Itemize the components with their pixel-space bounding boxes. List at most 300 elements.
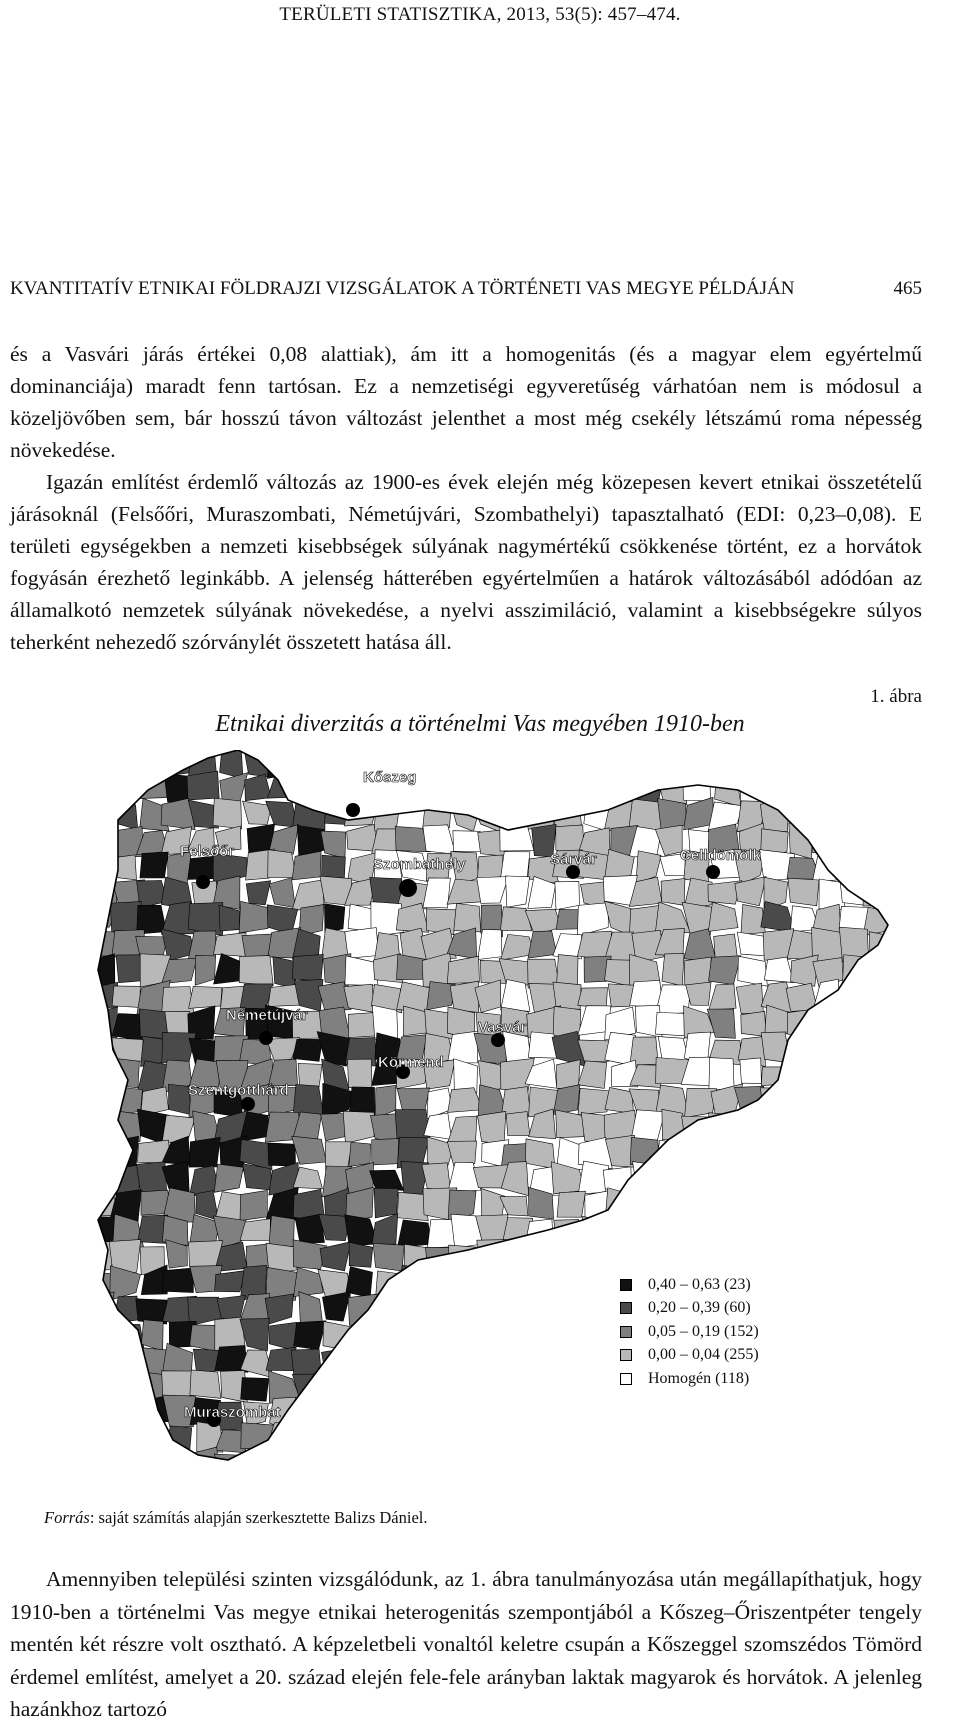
running-head-title: KVANTITATÍV ETNIKAI FÖLDRAJZI VIZSGÁLATOK A TÖRTÉNETI VAS MEGYE PÉLDÁJÁN: [10, 278, 795, 299]
town-label: Németújvár: [226, 1007, 308, 1024]
municipality-cell: [709, 1190, 738, 1219]
municipality-cell: [422, 1448, 451, 1478]
municipality-cell: [604, 1110, 636, 1139]
municipality-cell: [502, 1373, 531, 1404]
municipality-cell: [739, 1422, 765, 1456]
municipality-cell: [321, 855, 345, 879]
municipality-cell: [685, 1189, 713, 1217]
municipality-cell: [740, 1058, 762, 1084]
municipality-cell: [88, 750, 113, 780]
municipality-cell: [708, 902, 738, 931]
municipality-cell: [474, 750, 506, 776]
municipality-cell: [610, 1450, 638, 1479]
municipality-cell: [501, 980, 530, 1012]
town-label: Kőszeg: [363, 769, 417, 786]
municipality-cell: [371, 1344, 402, 1377]
municipality-cell: [897, 775, 924, 807]
municipality-cell: [292, 1136, 327, 1164]
municipality-cell: [605, 1087, 634, 1113]
municipality-cell: [896, 823, 920, 855]
municipality-cell: [657, 1451, 687, 1480]
municipality-cell: [656, 1163, 687, 1193]
municipality-cell: [502, 1318, 535, 1347]
figure-number: 1. ábra: [870, 686, 922, 707]
municipality-cell: [579, 1297, 609, 1323]
municipality-cell: [482, 1371, 506, 1399]
municipality-cell: [761, 1323, 791, 1351]
municipality-cell: [424, 1292, 453, 1317]
municipality-cell: [478, 1344, 508, 1376]
municipality-cell: [662, 953, 684, 985]
municipality-cell: [370, 1395, 402, 1426]
town-label: Szombathely: [373, 856, 466, 873]
municipality-cell: [838, 1266, 867, 1300]
municipality-cell: [88, 1057, 117, 1088]
municipality-cell: [897, 1006, 921, 1034]
municipality-cell: [788, 1453, 817, 1483]
municipality-cell: [500, 777, 531, 803]
municipality-cell: [863, 957, 896, 986]
municipality-cell: [294, 1395, 327, 1430]
municipality-cell: [398, 1429, 423, 1455]
municipality-cell: [136, 750, 170, 781]
town-label: Sárvár: [550, 851, 597, 868]
municipality-cell: [398, 1323, 428, 1345]
municipality-cell: [317, 1402, 350, 1426]
municipality-cell: [448, 1370, 479, 1405]
municipality-cell: [811, 1214, 845, 1248]
municipality-cell: [528, 750, 557, 776]
municipality-cell: [662, 750, 684, 776]
municipality-cell: [344, 984, 374, 1012]
municipality-cell: [372, 1295, 404, 1324]
municipality-cell: [741, 904, 765, 934]
municipality-cell: [88, 1372, 118, 1405]
municipality-cell: [140, 852, 168, 878]
municipality-cell: [213, 933, 246, 957]
municipality-cell: [837, 1032, 869, 1065]
municipality-cell: [321, 1348, 348, 1379]
municipality-cell: [765, 1188, 794, 1218]
legend-item: [620, 1297, 759, 1321]
municipality-cell: [268, 1143, 296, 1166]
municipality-cell: [813, 979, 839, 1011]
municipality-cell: [839, 1057, 870, 1087]
municipality-cell: [88, 1345, 115, 1377]
municipality-cell: [738, 956, 768, 986]
municipality-cell: [397, 1220, 431, 1248]
municipality-cell: [88, 804, 119, 829]
municipality-cell: [270, 1454, 298, 1483]
municipality-cell: [742, 1243, 762, 1272]
municipality-cell: [579, 1399, 609, 1424]
municipality-cell: [424, 1423, 455, 1453]
municipality-cell: [88, 1086, 116, 1118]
municipality-cell: [686, 982, 711, 1005]
municipality-cell: [869, 776, 891, 804]
municipality-cell: [475, 774, 506, 806]
municipality-cell: [813, 1008, 842, 1041]
paragraph-1: és a Vasvári járás értékei 0,08 alattiak), ám itt a homogenitás (és a magyar elem egyértelmű dominanciája) maradt fenn tartósan. Ez a nemzetiségi egyveretűség várhatóan nem is módosul a közeljövőben sem, bár hosszú távon változást jelenthet a most még csekély létszámú roma népesség növekedése.: [10, 342, 922, 462]
municipality-cell: [737, 1215, 769, 1244]
municipality-cell: [241, 1378, 269, 1402]
municipality-cell: [428, 1369, 452, 1397]
municipality-cell: [503, 1269, 526, 1296]
municipality-cell: [374, 1188, 398, 1218]
municipality-cell: [896, 1400, 917, 1427]
municipality-cell: [762, 1292, 793, 1325]
municipality-cell: [812, 855, 846, 883]
municipality-cell: [425, 1344, 456, 1373]
municipality-cell: [764, 777, 795, 801]
municipality-cell: [475, 1271, 504, 1300]
municipality-cell: [764, 957, 793, 983]
municipality-cell: [558, 1426, 586, 1455]
municipality-cell: [762, 1140, 795, 1166]
legend-item: [620, 1273, 759, 1297]
municipality-cell: [502, 802, 531, 828]
municipality-cell: [843, 1089, 866, 1113]
municipality-cell: [789, 1115, 821, 1141]
municipality-cell: [214, 1164, 243, 1192]
municipality-cell: [139, 1450, 166, 1480]
municipality-cell: [893, 981, 923, 1014]
municipality-cell: [759, 1426, 792, 1456]
municipality-cell: [525, 1139, 555, 1169]
municipality-cell: [189, 1137, 220, 1167]
municipality-cell: [111, 855, 136, 880]
municipality-cell: [656, 1140, 689, 1163]
figure-source: [44, 1508, 428, 1528]
municipality-cell: [765, 1398, 790, 1426]
municipality-cell: [112, 986, 140, 1007]
municipality-cell: [684, 797, 714, 830]
municipality-cell: [839, 1292, 872, 1326]
municipality-cell: [112, 1369, 140, 1402]
county-map: [88, 750, 938, 1490]
municipality-cell: [864, 1117, 898, 1144]
municipality-cell: [116, 955, 144, 983]
municipality-cell: [842, 772, 873, 804]
municipality-cell: [863, 980, 894, 1009]
municipality-cell: [473, 802, 502, 833]
municipality-cell: [88, 1292, 114, 1325]
municipality-cell: [866, 1086, 898, 1111]
municipality-cell: [787, 1217, 819, 1242]
municipality-cell: [294, 1423, 319, 1456]
municipality-cell: [372, 1214, 398, 1245]
municipality-cell: [528, 1032, 557, 1058]
municipality-cell: [528, 931, 557, 958]
municipality-cell: [586, 771, 605, 800]
municipality-cell: [604, 1398, 638, 1427]
municipality-cell: [322, 1292, 350, 1322]
municipality-cell: [864, 1191, 896, 1218]
municipality-cell: [816, 798, 844, 830]
municipality-cell: [633, 1400, 662, 1430]
municipality-cell: [447, 778, 480, 805]
municipality-cell: [788, 878, 819, 906]
municipality-cell: [373, 1448, 400, 1482]
municipality-cell: [526, 1219, 553, 1243]
municipality-cell: [448, 1245, 482, 1271]
municipality-cell: [739, 1194, 763, 1218]
municipality-cell: [837, 1321, 869, 1349]
municipality-cell: [88, 1114, 113, 1145]
municipality-cell: [813, 1138, 846, 1170]
municipality-cell: [558, 1369, 587, 1401]
legend-label: 0,00 – 0,04 (255): [648, 1346, 759, 1364]
municipality-cell: [812, 754, 845, 775]
municipality-cell: [709, 984, 736, 1011]
municipality-cell: [343, 1111, 374, 1143]
municipality-cell: [325, 1423, 347, 1449]
municipality-cell: [785, 750, 814, 778]
municipality-cell: [163, 1268, 194, 1293]
municipality-cell: [423, 1398, 455, 1427]
municipality-cell: [142, 1425, 166, 1455]
municipality-cell: [296, 1449, 319, 1482]
municipality-cell: [294, 753, 327, 780]
municipality-cell: [813, 1064, 838, 1090]
municipality-cell: [762, 1267, 793, 1298]
municipality-cell: [863, 1455, 894, 1482]
municipality-cell: [790, 1058, 821, 1091]
municipality-cell: [428, 1320, 457, 1351]
municipality-cell: [579, 1447, 612, 1481]
municipality-cell: [447, 879, 481, 904]
municipality-cell: [710, 1424, 741, 1448]
municipality-cell: [788, 1083, 820, 1117]
municipality-cell: [375, 1423, 401, 1456]
legend-swatch: [620, 1279, 632, 1291]
legend-label: Homogén (118): [648, 1369, 750, 1387]
municipality-cell: [898, 1299, 925, 1322]
municipality-cell: [348, 1012, 376, 1037]
municipality-cell: [892, 1317, 918, 1352]
municipality-cell: [375, 1085, 396, 1118]
municipality-cell: [897, 1061, 921, 1091]
municipality-cell: [344, 1347, 378, 1378]
municipality-cell: [890, 849, 922, 883]
municipality-cell: [500, 750, 528, 780]
municipality-cell: [556, 1348, 583, 1378]
municipality-cell: [111, 750, 142, 778]
municipality-cell: [577, 1241, 608, 1274]
municipality-cell: [372, 1005, 397, 1039]
municipality-cell: [894, 934, 922, 955]
municipality-cell: [345, 1453, 377, 1475]
municipality-cell: [791, 1143, 819, 1171]
municipality-cell: [683, 778, 711, 801]
municipality-cell: [110, 1038, 143, 1062]
municipality-cell: [656, 1240, 691, 1272]
municipality-cell: [661, 878, 685, 905]
municipality-cell: [631, 1422, 661, 1457]
municipality-cell: [761, 901, 795, 932]
town-label: Vasvár: [478, 1019, 527, 1036]
municipality-cell: [842, 1348, 872, 1378]
municipality-cell: [346, 1397, 377, 1428]
municipality-cell: [871, 751, 892, 778]
municipality-cell: [499, 1396, 533, 1427]
municipality-cell: [813, 1092, 840, 1110]
municipality-cell: [479, 1323, 507, 1349]
town-label: Muraszombat: [184, 1404, 281, 1421]
municipality-cell: [708, 1244, 741, 1270]
municipality-cell: [350, 1370, 378, 1405]
municipality-cell: [482, 1421, 506, 1456]
municipality-cell: [501, 1245, 526, 1268]
municipality-cell: [474, 1396, 506, 1430]
municipality-cell: [871, 1395, 895, 1428]
municipality-cell: [708, 1451, 739, 1481]
municipality-cell: [141, 1320, 163, 1351]
municipality-cell: [766, 1343, 794, 1376]
municipality-cell: [604, 772, 635, 802]
municipality-cell: [656, 1220, 688, 1244]
municipality-cell: [268, 850, 296, 878]
municipality-cell: [709, 1140, 742, 1169]
municipality-cell: [501, 1421, 534, 1453]
municipality-cell: [786, 1272, 817, 1299]
municipality-cell: [892, 750, 920, 779]
municipality-cell: [843, 1010, 867, 1033]
municipality-cell: [812, 1166, 839, 1191]
municipality-cell: [840, 1142, 868, 1167]
municipality-cell: [501, 1293, 532, 1323]
municipality-cell: [529, 1269, 552, 1300]
municipality-cell: [448, 1116, 477, 1143]
municipality-cell: [864, 1032, 896, 1066]
municipality-cell: [685, 1161, 716, 1197]
municipality-cell: [842, 854, 870, 882]
municipality-cell: [423, 803, 451, 828]
municipality-cell: [821, 1345, 844, 1375]
municipality-cell: [788, 1168, 819, 1197]
municipality-cell: [506, 1112, 530, 1136]
municipality-cell: [578, 1088, 610, 1114]
municipality-cell: [681, 1398, 714, 1425]
municipality-cell: [895, 1424, 916, 1457]
municipality-cell: [736, 983, 763, 1014]
municipality-cell: [213, 798, 242, 829]
municipality-cell: [864, 1061, 899, 1090]
municipality-cell: [814, 1427, 846, 1454]
municipality-cell: [189, 986, 222, 1008]
municipality-cell: [582, 1351, 610, 1374]
municipality-cell: [812, 1449, 843, 1480]
municipality-cell: [786, 773, 813, 799]
municipality-cell: [864, 1267, 894, 1298]
municipality-cell: [554, 1317, 582, 1353]
municipality-cell: [739, 1396, 766, 1430]
municipality-cell: [269, 1216, 294, 1247]
municipality-cell: [738, 1161, 763, 1192]
municipality-cell: [892, 875, 923, 903]
municipality-cell: [785, 1396, 817, 1424]
municipality-cell: [814, 1317, 844, 1352]
municipality-cell: [764, 1164, 791, 1191]
legend-item: [620, 1320, 759, 1344]
municipality-cell: [609, 1220, 634, 1248]
paragraph-2: Igazán említést érdemlő változás az 1900-es évek elején még közepesen kevert etnikai összetételű járásoknál (Felsőőri, Muraszombati, Németújvári, Szombathelyi) tapasztalható (EDI: 0,23–0,08). E területi egységekben a nemzeti kisebbségek súlyának nagymértékű csökkenése történt, ez a horvátok fogyásán érezhető leginkább. A jelenség hátterében egyértelműen a határok változásából adódóan az államalkotó nemzetek súlyának növekedése, a nyelvi asszimiláció, valamint a kisebbségekre súlyos teherként nehezedő szórványlét összetett hatása áll.: [10, 470, 922, 654]
municipality-cell: [787, 1008, 821, 1040]
municipality-cell: [423, 878, 450, 908]
municipality-cell: [555, 1448, 586, 1482]
municipality-cell: [814, 1190, 840, 1221]
municipality-cell: [246, 881, 271, 905]
municipality-cell: [631, 1448, 664, 1482]
municipality-cell: [447, 956, 479, 983]
municipality-cell: [163, 750, 193, 775]
municipality-cell: [765, 1243, 793, 1271]
municipality-cell: [605, 1242, 630, 1275]
municipality-cell: [372, 1373, 402, 1403]
municipality-cell: [814, 1374, 844, 1399]
municipality-cell: [552, 1400, 586, 1422]
municipality-cell: [552, 750, 586, 781]
municipality-cell: [762, 1377, 793, 1404]
municipality-cell: [292, 954, 323, 980]
municipality-cell: [865, 1427, 891, 1452]
municipality-cell: [555, 882, 580, 910]
town-label: Felsőőr: [180, 843, 235, 860]
figure-title: Etnikai diverzitás a történelmi Vas megyében 1910-ben: [215, 711, 745, 737]
municipality-cell: [89, 772, 113, 806]
municipality-cell: [162, 1115, 195, 1142]
municipality-cell: [190, 1370, 221, 1398]
municipality-cell: [269, 878, 295, 908]
municipality-cell: [190, 1447, 219, 1479]
municipality-cell: [448, 1031, 478, 1063]
municipality-cell: [812, 827, 843, 855]
municipality-cell: [88, 1396, 117, 1430]
municipality-cell: [736, 1111, 764, 1139]
municipality-cell: [195, 956, 215, 986]
municipality-cell: [760, 1450, 791, 1482]
municipality-cell: [820, 1117, 840, 1141]
source-text: : saját számítás alapján szerkesztette Balizs Dániel.: [89, 1508, 428, 1527]
municipality-cell: [760, 1217, 794, 1245]
municipality-cell: [373, 1243, 404, 1271]
municipality-cell: [88, 823, 111, 856]
municipality-cell: [269, 1322, 296, 1350]
municipality-cell: [110, 1349, 144, 1373]
town-label: Körmend: [378, 1054, 444, 1071]
municipality-cell: [633, 750, 662, 778]
municipality-cell: [736, 750, 765, 776]
municipality-cell: [424, 1271, 456, 1300]
municipality-cell: [163, 1343, 193, 1373]
municipality-cell: [138, 1347, 166, 1374]
municipality-cell: [349, 1322, 378, 1348]
legend-label: 0,40 – 0,63 (23): [648, 1275, 751, 1293]
municipality-cell: [293, 1039, 323, 1061]
municipality-cell: [866, 849, 898, 883]
municipality-cell: [88, 1142, 116, 1168]
municipality-cell: [788, 1318, 818, 1352]
municipality-cell: [577, 903, 608, 936]
municipality-cell: [317, 750, 347, 778]
municipality-cell: [895, 1194, 922, 1219]
municipality-cell: [863, 880, 897, 906]
municipality-cell: [215, 1271, 246, 1292]
municipality-cell: [348, 1294, 379, 1325]
legend-label: 0,05 – 0,19 (152): [648, 1322, 759, 1340]
municipality-cell: [449, 1345, 480, 1374]
municipality-cell: [111, 775, 138, 799]
